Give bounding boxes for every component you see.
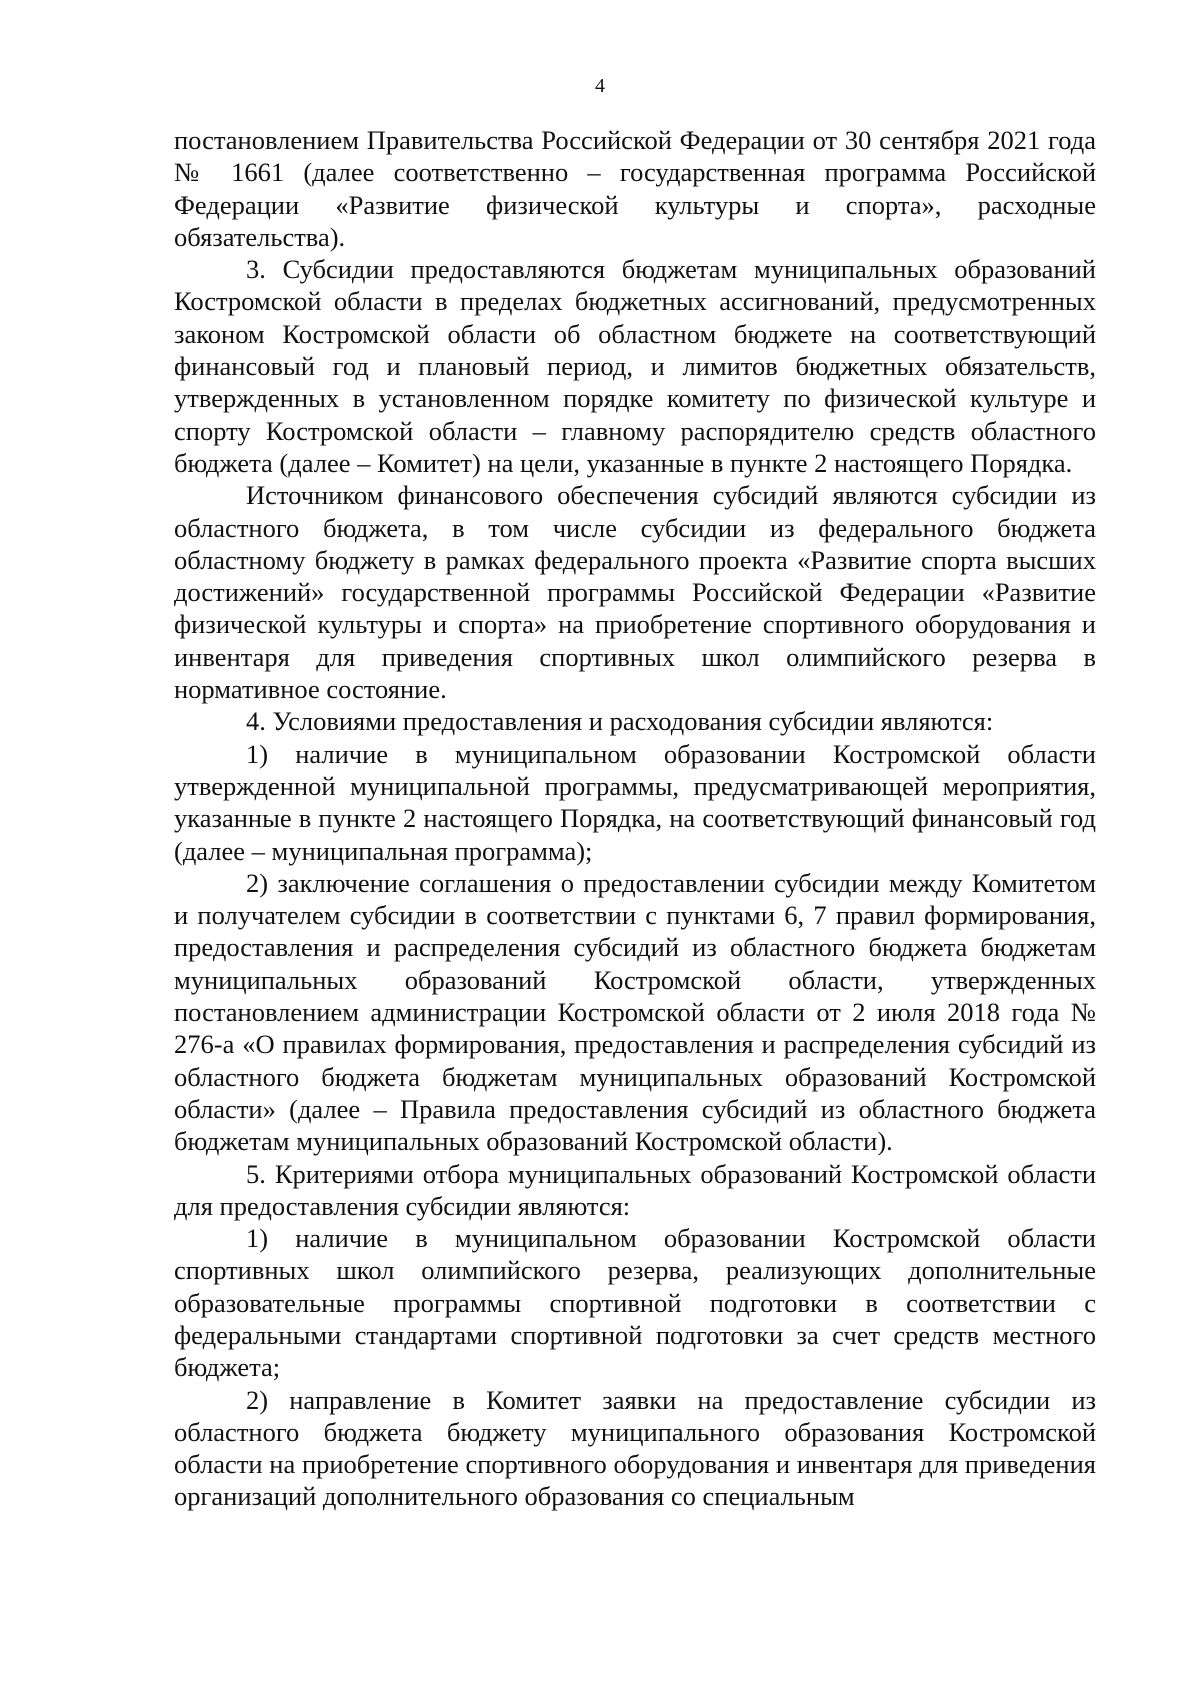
paragraph-clause-4: 4. Условиями предоставления и расходования субсидии являются:: [246, 706, 994, 737]
paragraph-continuation: постановлением Правительства Российской Федерации от 30 сентября 2021 года № 1661 (далее соответственно – государственная программа Российской Федерации «Развитие физической культуры и спорта», расходные обязательства).: [174, 125, 1096, 252]
paragraph-clause-4-item-2: 2) заключение соглашения о предоставлении субсидии между Комитетом и получателем субсидии в соответствии с пунктами 6, 7 правил формирования, предоставления и распределения субсидий из областного бюджета бюджетам муниципальных образований Костромской области, утвержденных постановлением администрации Костромской области от 2 июля 2018 года № 276-а «О правилах формирования, предоставления и распределения субсидий из областного бюджета бюджетам муниципальных образований Костромской области» (далее – Правила предоставления субсидий из областного бюджета бюджетам муниципальных образований Костромской области).: [174, 867, 1096, 1157]
paragraph-clause-4-item-1: 1) наличие в муниципальном образовании Костромской области утвержденной муниципальной программы, предусматривающей мероприятия, указанные в пункте 2 настоящего Порядка, на соответствующий финансовый год (далее – муниципальная программа);: [174, 738, 1096, 866]
paragraph-clause-5-item-1: 1) наличие в муниципальном образовании Костромской области спортивных школ олимпийского резерва, реализующих дополнительные образовательные программы спортивной подготовки в соответствии с федеральными стандартами спортивной подготовки за счет средств местного бюджета;: [174, 1223, 1096, 1383]
paragraph-funding-source: Источником финансового обеспечения субсидий являются субсидии из областного бюджета, в том числе субсидии из федерального бюджета областному бюджету в рамках федерального проекта «Развитие спорта высших достижений» государственной программы Российской Федерации «Развитие физической культуры и спорта» на приобретение спортивного оборудования и инвентаря для приведения спортивных школ олимпийского резерва в нормативное состояние.: [174, 480, 1096, 705]
document-body: [174, 124, 1096, 1513]
paragraph-clause-5: 5. Критериями отбора муниципальных образований Костромской области для предоставления субсидии являются:: [174, 1158, 1096, 1221]
page-number: 4: [595, 75, 605, 97]
paragraph-clause-5-item-2: 2) направление в Комитет заявки на предоставление субсидии из областного бюджета бюджету муниципального образования Костромской области на приобретение спортивного оборудования и инвентаря для приведения организаций дополнительного образования со специальным: [174, 1384, 1096, 1512]
paragraph-clause-3: 3. Субсидии предоставляются бюджетам муниципальных образований Костромской области в пределах бюджетных ассигнований, предусмотренных законом Костромской области об областном бюджете на соответствующий финансовый год и плановый период, и лимитов бюджетных обязательств, утвержденных в установленном порядке комитету по физической культуре и спорту Костромской области – главному распорядителю средств областного бюджета (далее – Комитет) на цели, указанные в пункте 2 настоящего Порядка.: [174, 254, 1096, 478]
